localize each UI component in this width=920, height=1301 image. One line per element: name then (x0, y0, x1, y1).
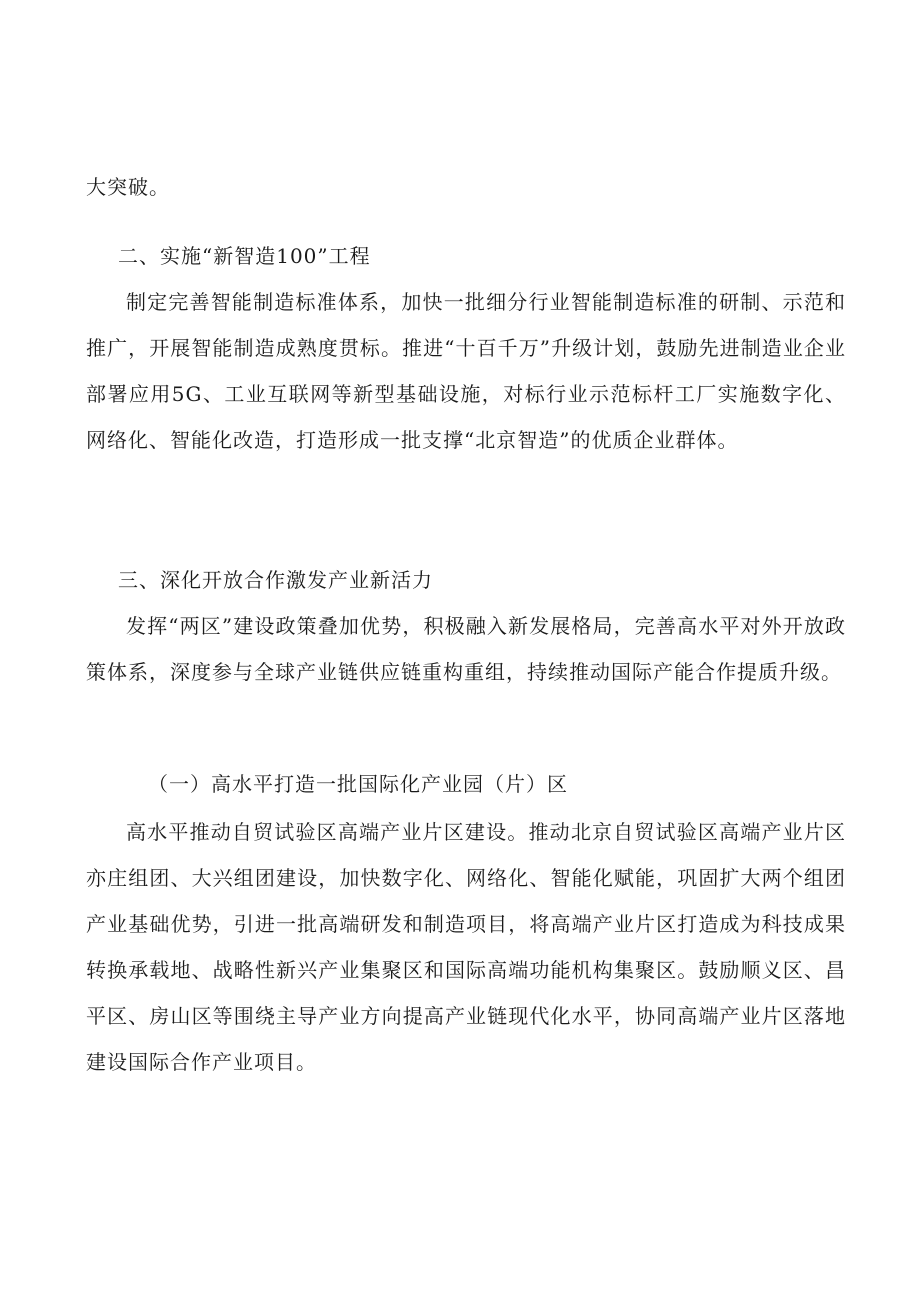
subsection-heading-1: （一）高水平打造一批国际化产业园（片）区 (148, 772, 568, 796)
continuation-text: 大突破。 (86, 175, 170, 199)
section-2-paragraph: 制定完善智能制造标准体系，加快一批细分行业智能制造标准的研制、示范和推广，开展智能制造成熟度贯标。推进“十百千万”升级计划，鼓励先进制造业企业部署应用5G、工业互联网等新型基础设施，对标行业示范标杆工厂实施数字化、网络化、智能化改造，打造形成一批支撑“北京智造”的优质企业群体。 (86, 290, 846, 452)
section-3-paragraph: 发挥“两区”建设政策叠加优势，积极融入新发展格局，完善高水平对外开放政策体系，深度参与全球产业链供应链重构重组，持续推动国际产能合作提质升级。 (86, 614, 846, 684)
section-heading-3: 三、深化开放合作激发产业新活力 (118, 568, 433, 592)
section-heading-2: 二、实施“新智造100”工程 (118, 244, 371, 268)
subsection-1-paragraph: 高水平推动自贸试验区高端产业片区建设。推动北京自贸试验区高端产业片区亦庄组团、大兴组团建设，加快数字化、网络化、智能化赋能，巩固扩大两个组团产业基础优势，引进一批高端研发和制造项目，将高端产业片区打造成为科技成果转换承载地、战略性新兴产业集聚区和国际高端功能机构集聚区。鼓励顺义区、昌平区、房山区等围绕主导产业方向提高产业链现代化水平，协同高端产业片区落地建设国际合作产业项目。 (86, 820, 846, 1074)
